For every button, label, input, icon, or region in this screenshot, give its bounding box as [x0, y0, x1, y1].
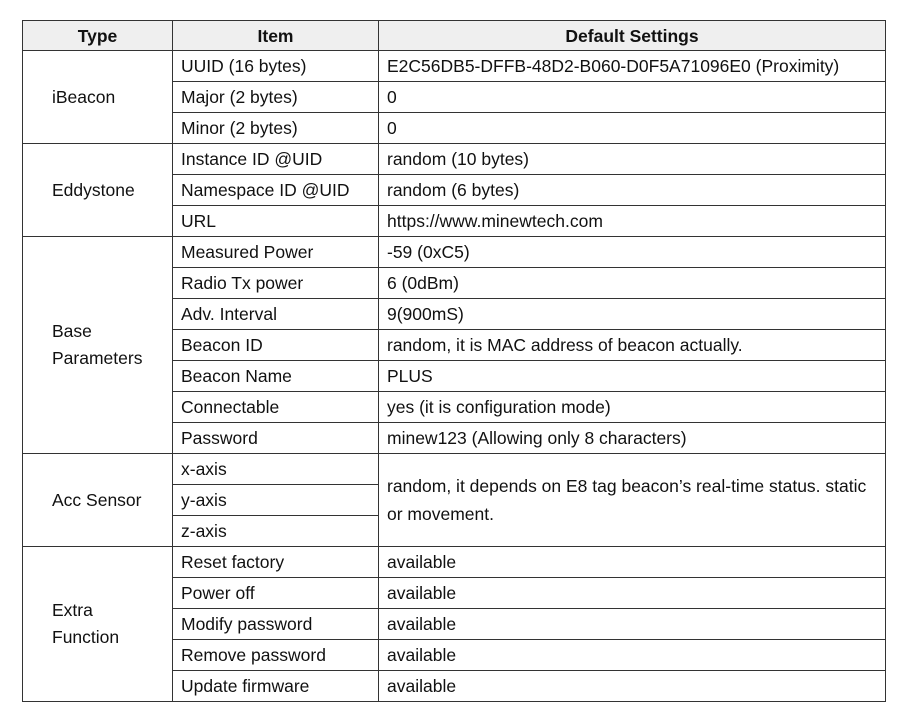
value-cell: available [379, 671, 886, 702]
value-cell: E2C56DB5-DFFB-48D2-B060-D0F5A71096E0 (Proximity) [379, 51, 886, 82]
item-cell: Adv. Interval [173, 299, 379, 330]
type-line: Function [52, 627, 120, 647]
type-extra-function [23, 547, 173, 702]
type-acc-sensor: Acc Sensor [23, 454, 173, 547]
value-cell: available [379, 609, 886, 640]
item-cell: Minor (2 bytes) [173, 113, 379, 144]
item-cell: x-axis [173, 454, 379, 485]
value-cell: https://www.minewtech.com [379, 206, 886, 237]
item-cell: UUID (16 bytes) [173, 51, 379, 82]
value-cell: 0 [379, 82, 886, 113]
type-line: Extra [52, 600, 93, 620]
item-cell: Connectable [173, 392, 379, 423]
value-cell: 6 (0dBm) [379, 268, 886, 299]
item-cell: Major (2 bytes) [173, 82, 379, 113]
item-cell: URL [173, 206, 379, 237]
item-cell: Modify password [173, 609, 379, 640]
item-cell: y-axis [173, 485, 379, 516]
value-cell: 0 [379, 113, 886, 144]
item-cell: Reset factory [173, 547, 379, 578]
item-cell: Namespace ID @UID [173, 175, 379, 206]
type-line: Base [52, 321, 92, 341]
value-cell: -59 (0xC5) [379, 237, 886, 268]
value-cell: 9(900mS) [379, 299, 886, 330]
type-eddystone: Eddystone [23, 144, 173, 237]
item-cell: z-axis [173, 516, 379, 547]
header-row [23, 21, 886, 51]
default-settings-table [22, 20, 886, 702]
header-type: Type [23, 21, 173, 51]
item-cell: Power off [173, 578, 379, 609]
value-cell: available [379, 640, 886, 671]
item-cell: Beacon ID [173, 330, 379, 361]
item-cell: Beacon Name [173, 361, 379, 392]
value-cell: minew123 (Allowing only 8 characters) [379, 423, 886, 454]
item-cell: Instance ID @UID [173, 144, 379, 175]
table-row [23, 454, 886, 485]
value-cell: random (6 bytes) [379, 175, 886, 206]
item-cell: Password [173, 423, 379, 454]
item-cell: Measured Power [173, 237, 379, 268]
value-cell: random (10 bytes) [379, 144, 886, 175]
value-cell: random, it is MAC address of beacon actually. [379, 330, 886, 361]
type-base-parameters [23, 237, 173, 454]
value-cell: yes (it is configuration mode) [379, 392, 886, 423]
value-cell: available [379, 547, 886, 578]
header-default-settings: Default Settings [379, 21, 886, 51]
table-row [23, 51, 886, 82]
table-row [23, 237, 886, 268]
table-row [23, 547, 886, 578]
value-cell: available [379, 578, 886, 609]
value-cell-acc-sensor: random, it depends on E8 tag beacon’s real-time status. static or movement. [379, 454, 886, 547]
item-cell: Remove password [173, 640, 379, 671]
item-cell: Update firmware [173, 671, 379, 702]
table-row [23, 144, 886, 175]
header-item: Item [173, 21, 379, 51]
type-ibeacon: iBeacon [23, 51, 173, 144]
type-line: Parameters [52, 348, 143, 368]
item-cell: Radio Tx power [173, 268, 379, 299]
value-cell: PLUS [379, 361, 886, 392]
